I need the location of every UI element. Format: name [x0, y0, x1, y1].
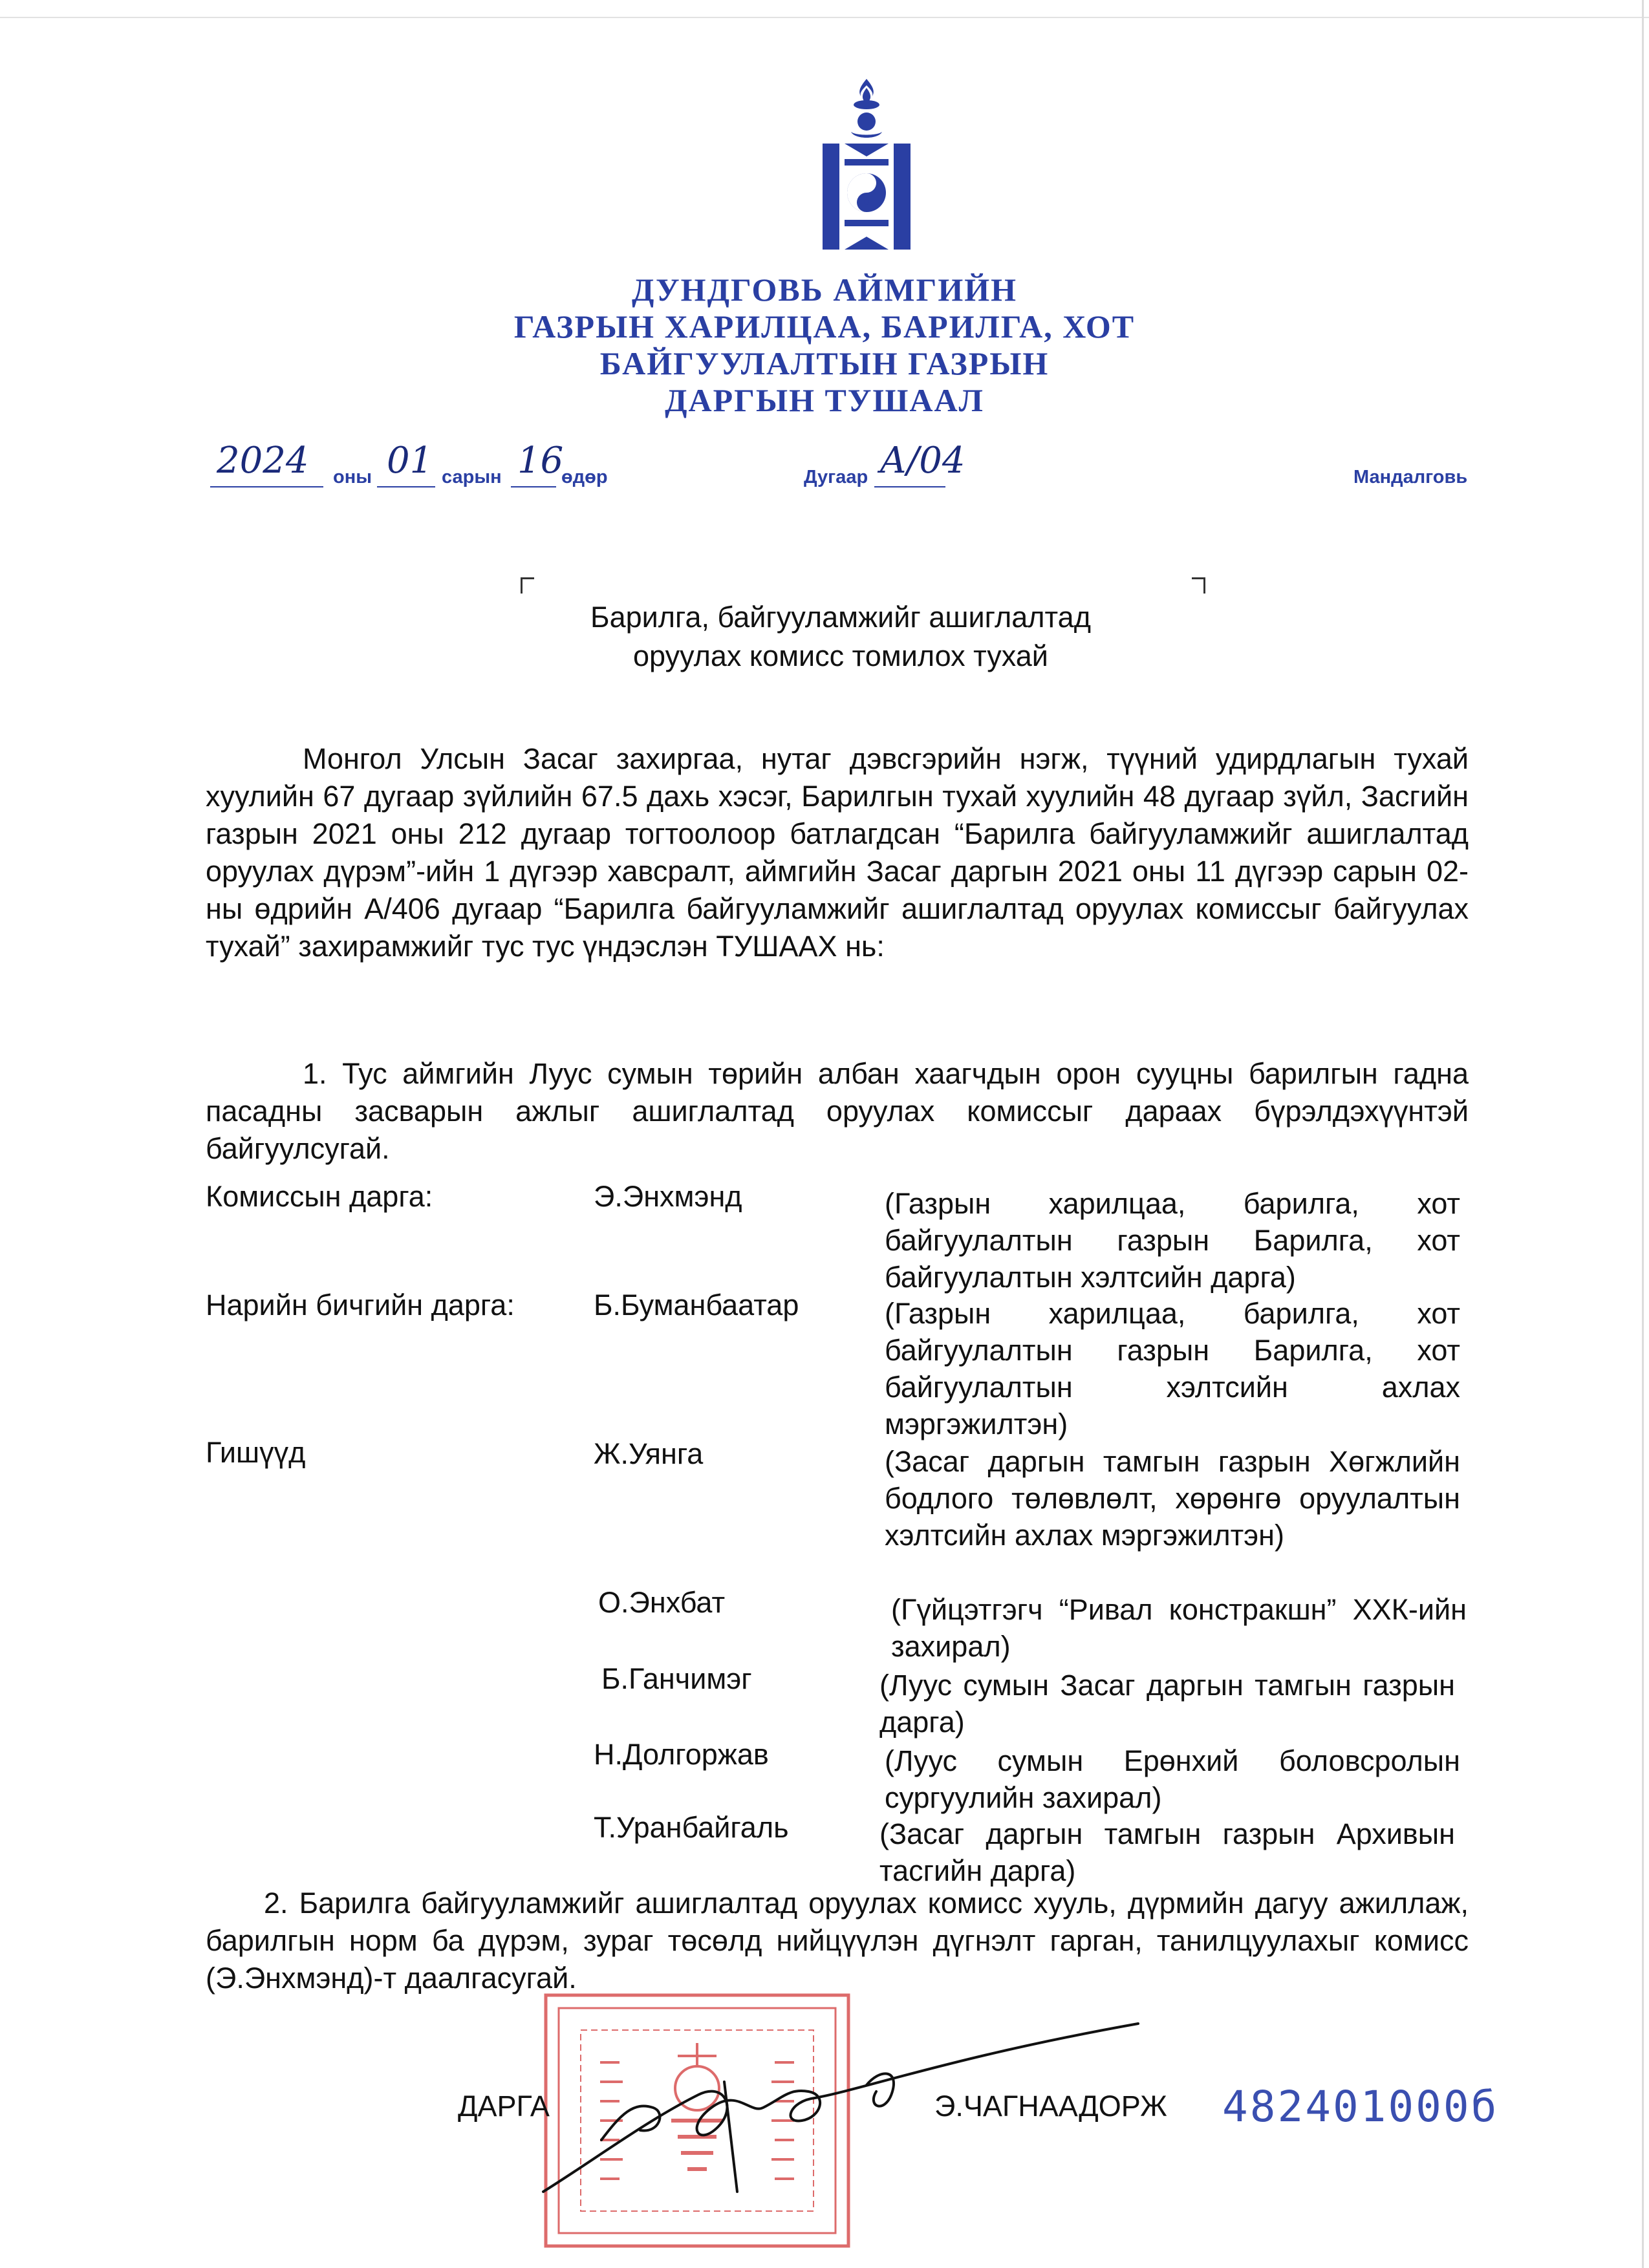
org-name-line2: ГАЗРЫН ХАРИЛЦАА, БАРИЛГА, ХОТ — [513, 308, 1136, 345]
member-name: Б.Ганчимэг — [601, 1662, 752, 1695]
soyombo-emblem-icon — [821, 76, 912, 251]
signer-name: Э.ЧАГНААДОРЖ — [934, 2090, 1167, 2123]
bracket-corner-right — [1192, 577, 1205, 594]
member-description: (Засаг даргын тамгын газрын Архивын тасгийн дарга) — [879, 1817, 1455, 1887]
chair-name: Э.Энхмэнд — [594, 1180, 742, 1213]
document-type: ДАРГЫН ТУШААЛ — [665, 382, 984, 418]
date-month: 01 — [387, 440, 433, 482]
org-name-line1: ДУНДГОВЬ АЙМГИЙН — [631, 272, 1018, 308]
document-header — [372, 272, 1277, 419]
chair-description: (Газрын харилцаа, барилга, хот байгуулалтын газрын Барилга, хот байгуулалтын хэлтсийн дарга) — [885, 1187, 1460, 1294]
org-name-line3: БАЙГУУЛАЛТЫН ГАЗРЫН — [599, 345, 1050, 381]
date-day: 16 — [517, 440, 564, 482]
bracket-corner-left — [521, 577, 534, 594]
member-description: (Гүйцэтгэгч “Ривал констракшн” ХХК-ийн захирал) — [891, 1593, 1467, 1663]
secretary-label: Нарийн бичгийн дарга: — [206, 1289, 515, 1321]
subject-line1: Барилга, байгууламжийг ашиглалтад — [590, 601, 1091, 634]
date-year: 2024 — [217, 440, 309, 482]
secretary-description: (Газрын харилцаа, барилга, хот байгуулалтын газрын Барилга, хот байгуулалтын хэлтсийн ахлах мэргэжилтэн) — [885, 1297, 1460, 1440]
secretary-name: Б.Буманбаатар — [594, 1289, 799, 1321]
scan-edge-right — [1642, 0, 1644, 2268]
preamble-paragraph: Монгол Улсын Засаг захиргаа, нутаг дэвсгэрийн нэгж, түүний удирдлагын тухай хуулийн 67 дугаар зүйлийн 67.5 дахь хэсэг, Барилгын тухай хуулийн 48 дугаар зүйл, Засгийн газрын 2021 оны 212 дугаар тогтоолоор батлагдсан “Барилга байгууламжийг ашиглалтад оруулах дүрэм”-ийн 1 дүгээр хавсралт, аймгийн Засаг даргын 2021 оны 11 дүгээр сарын 02-ны өдрийн А/406 дугаар “Барилга байгууламжийг ашиглалтад оруулах комиссыг байгуулах тухай” захирамжийг тус тус үндэслэн ТУШААХ нь: — [206, 742, 1469, 963]
member-description: (Луус сумын Засаг даргын тамгын газрын дарга) — [879, 1669, 1455, 1738]
signer-role: ДАРГА — [458, 2090, 550, 2123]
month-word: сарын — [442, 467, 502, 487]
number-label: Дугаар — [804, 467, 868, 487]
day-word: өдөр — [561, 467, 608, 487]
place-name: Мандалговь — [1353, 467, 1468, 487]
chair-label: Комиссын дарга: — [206, 1180, 433, 1213]
member-name: Н.Долгоржав — [594, 1738, 769, 1771]
year-word: оны — [333, 467, 372, 487]
document-number: А/04 — [879, 440, 965, 482]
subject-line2: оруулах комисс томилох тухай — [633, 639, 1048, 672]
member-name: Ж.Уянга — [594, 1437, 704, 1470]
member-name: О.Энхбат — [598, 1586, 726, 1619]
document-subject — [453, 598, 1229, 676]
member-description: (Засаг даргын тамгын газрын Хөгжлийн бодлого төлөвлөлт, хөрөнгө оруулалтын хэлтсийн ахлах мэргэжилтэн) — [885, 1445, 1460, 1552]
members-label: Гишүүд — [206, 1436, 306, 1469]
member-description: (Луус сумын Ерөнхий боловсролын сургуулийн захирал) — [885, 1744, 1460, 1814]
scan-edge-top — [0, 17, 1649, 18]
registration-number: 482401000б — [1222, 2082, 1499, 2132]
order-item-1: 1. Тус аймгийн Луус сумын төрийн албан хаагчдын орон сууцны барилгын гадна пасадны засварын ажлыг ашиглалтад оруулах комиссыг дараах бүрэлдэхүүнтэй байгуулсугай. — [206, 1057, 1469, 1165]
member-name: Т.Уранбайгаль — [594, 1811, 789, 1844]
order-item-2: 2. Барилга байгууламжийг ашиглалтад оруулах комисс хууль, дүрмийн дагуу ажиллаж, барилгын норм ба дүрэм, зураг төсөлд нийцүүлэн дүгнэлт гарган, танилцуулахыг комисс (Э.Энхмэнд)-т даалгасугай. — [206, 1887, 1469, 1995]
